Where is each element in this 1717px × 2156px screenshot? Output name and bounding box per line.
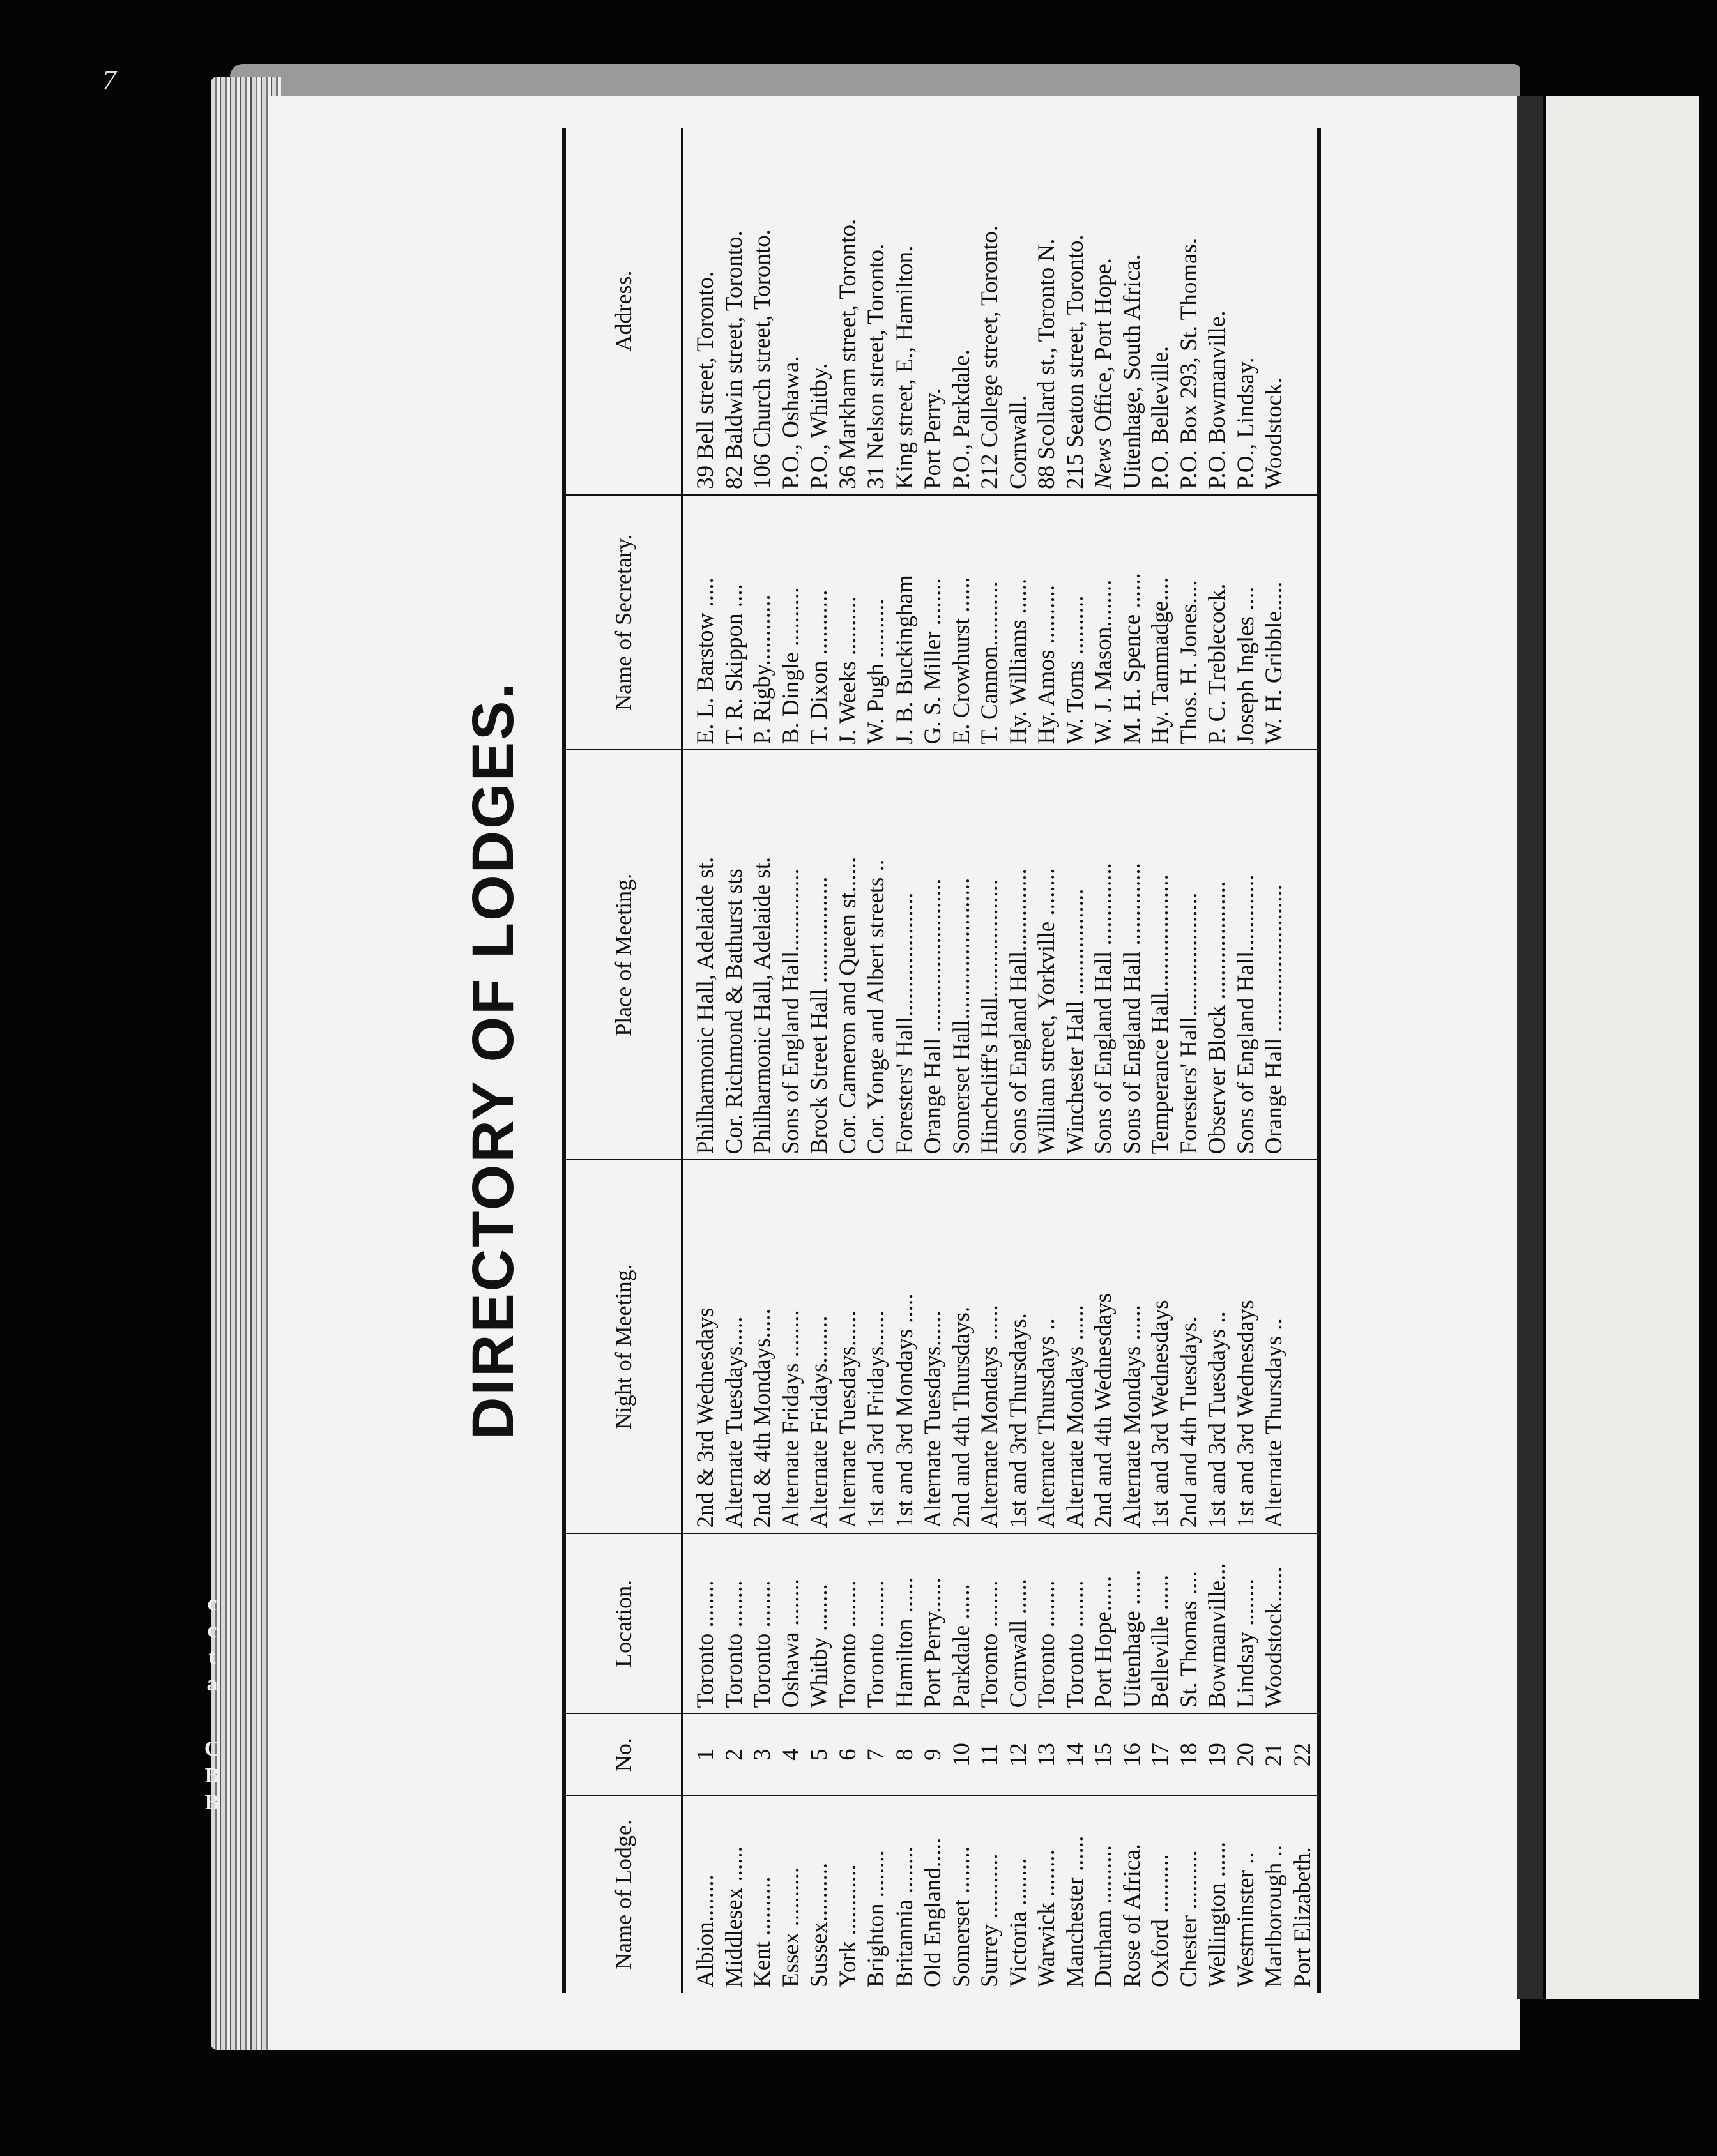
cell-night: Alternate Thursdays ..: [1033, 1160, 1062, 1533]
header-secretary: Name of Secretary.: [564, 495, 682, 750]
table-row: [919, 128, 948, 1993]
cell-night: 1st and 3rd Wednesdays: [1232, 1160, 1261, 1533]
cell-night: 2nd and 4th Wednesdays: [1090, 1160, 1118, 1533]
cell-no: 11: [976, 1713, 1005, 1796]
table-row: [1147, 128, 1175, 1993]
cell-secretary: Joseph Ingles ....: [1232, 495, 1261, 750]
cell-location: Toronto ........: [976, 1533, 1005, 1713]
cell-location: Toronto ........: [1062, 1533, 1090, 1713]
cell-secretary: E. Crowhurst ......: [948, 495, 977, 750]
cell-address: 215 Seaton street, Toronto.: [1062, 128, 1090, 495]
cell-place: Orange Hall ..........................: [919, 750, 948, 1160]
cell-night: Alternate Mondays ......: [1062, 1160, 1090, 1533]
cell-no: 15: [1090, 1713, 1118, 1796]
cell-secretary: W. H. Gribble.....: [1260, 495, 1289, 750]
edge-letter: B: [204, 1764, 220, 1788]
table-row: [1203, 128, 1232, 1993]
cell-secretary: T. R. Skippon ....: [721, 495, 749, 750]
cell-night: 2nd and 4th Tuesdays.: [1175, 1160, 1204, 1533]
cell-location: Toronto ........: [749, 1533, 777, 1713]
cell-location: Toronto ........: [721, 1533, 749, 1713]
table-row: [1033, 128, 1062, 1993]
cell-place: Sons of England Hall ..............: [1118, 750, 1147, 1160]
cell-place: Foresters' Hall.....................: [1175, 750, 1204, 1160]
cell-night: 2nd & 3rd Wednesdays: [682, 1160, 721, 1533]
cell-place: Cor. Richmond & Bathurst sts: [721, 750, 749, 1160]
table-row: [1005, 128, 1034, 1993]
header-lodge: Name of Lodge.: [564, 1796, 682, 1993]
cell-lodge: Surrey ...........: [977, 1853, 1003, 1987]
table-row: [891, 128, 920, 1993]
cell-secretary: P. C. Treblecock.: [1203, 495, 1232, 750]
cell-night: Alternate Mondays ......: [1118, 1160, 1147, 1533]
cell-location: Whitby ........: [805, 1533, 834, 1713]
cell-night: 2nd & 4th Mondays.....: [749, 1160, 777, 1533]
cell-secretary: Hy. Williams ......: [1005, 495, 1034, 750]
edge-letter: B: [204, 1791, 220, 1814]
margin-mark: 7: [102, 65, 116, 96]
cell-address: 82 Baldwin street, Toronto.: [721, 128, 749, 495]
cell-location: St. Thomas ....: [1175, 1533, 1204, 1713]
edge-letters: [199, 1590, 225, 1816]
cell-secretary: Thos. H. Jones....: [1175, 495, 1204, 750]
cell-place: Observer Block ....................: [1203, 750, 1232, 1160]
table-row: [1062, 128, 1090, 1993]
cell-lodge: Victoria ........: [1005, 1858, 1032, 1987]
cell-address: Uitenhage, South Africa.: [1118, 128, 1147, 495]
cell-no: 5: [805, 1713, 834, 1796]
edge-letter: C: [204, 1737, 220, 1761]
header-location: Location.: [564, 1533, 682, 1713]
cell-lodge: Wellington ......: [1204, 1841, 1230, 1987]
cell-no: 9: [919, 1713, 948, 1796]
cell-location: Oshawa ........: [777, 1533, 806, 1713]
table-row: [976, 128, 1005, 1993]
cell-secretary: W. Pugh ..........: [862, 495, 891, 750]
cell-location: Lindsay ........: [1232, 1533, 1261, 1713]
cell-secretary: G. S. Miller ........: [919, 495, 948, 750]
cell-place: Winchester Hall ..................: [1062, 750, 1090, 1160]
cell-location: Parkdale ......: [948, 1533, 977, 1713]
cell-no: 21: [1260, 1713, 1289, 1796]
cell-location: Belleville ......: [1147, 1533, 1175, 1713]
cell-address: Port Perry.: [919, 128, 948, 495]
cell-place: Orange Hall .........................: [1260, 750, 1289, 1160]
table-row: [1260, 128, 1289, 1993]
cell-no: 8: [891, 1713, 920, 1796]
cell-place: Sons of England Hall..............: [1005, 750, 1034, 1160]
cell-place: Sons of England Hall.............: [1232, 750, 1261, 1160]
table-row: [777, 128, 806, 1993]
facing-page-edge: [1546, 96, 1699, 1999]
cell-no: 17: [1147, 1713, 1175, 1796]
cell-night: Alternate Mondays ......: [976, 1160, 1005, 1533]
cell-place: Cor. Cameron and Queen st......: [834, 750, 863, 1160]
cell-secretary: T. Dixon ...........: [805, 495, 834, 750]
header-row: [564, 128, 682, 1993]
cell-no: 18: [1175, 1713, 1204, 1796]
cell-address: 212 College street, Toronto.: [976, 128, 1005, 495]
cell-no: 19: [1203, 1713, 1232, 1796]
cell-night: 1st and 3rd Tuesdays ..: [1203, 1160, 1232, 1533]
cell-lodge: Marlborough ..: [1261, 1845, 1287, 1987]
table-row: [1289, 128, 1320, 1993]
cell-no: 16: [1118, 1713, 1147, 1796]
cell-night: 1st and 3rd Wednesdays: [1147, 1160, 1175, 1533]
cell-address: News Office, Port Hope.: [1090, 128, 1118, 495]
cell-night: 1st and 3rd Thursdays.: [1005, 1160, 1034, 1533]
cell-location: Cornwall ......: [1005, 1533, 1034, 1713]
edge-letter: c: [207, 1618, 217, 1642]
cell-place: Foresters' Hall.....................: [891, 750, 920, 1160]
table-row: [721, 128, 749, 1993]
edge-letter: a: [206, 1672, 218, 1696]
cell-address: P.O., Parkdale.: [948, 128, 977, 495]
cell-address: P.O., Lindsay.: [1232, 128, 1261, 495]
cell-no: 13: [1033, 1713, 1062, 1796]
cell-address: 39 Bell street, Toronto.: [682, 128, 721, 495]
cell-location: Woodstock......: [1260, 1533, 1289, 1713]
cell-no: 20: [1232, 1713, 1261, 1796]
cell-place: Sons of England Hall..............: [777, 750, 806, 1160]
cell-place: Philharmonic Hall, Adelaide st.: [682, 750, 721, 1160]
table-row: [749, 128, 777, 1993]
cell-lodge: York ............: [834, 1864, 861, 1987]
cell-place: William street, Yorkville ........: [1033, 750, 1062, 1160]
cell-night: Alternate Tuesdays.....: [721, 1160, 749, 1533]
cell-no: 22: [1289, 1713, 1320, 1796]
cell-no: 2: [721, 1713, 749, 1796]
cell-secretary: W. Toms ..........: [1062, 495, 1090, 750]
cell-place: Somerset Hall........................: [948, 750, 977, 1160]
cell-no: 1: [682, 1713, 721, 1796]
header-place: Place of Meeting.: [564, 750, 682, 1160]
cell-location: [1289, 1533, 1320, 1713]
cell-secretary: M. H. Spence ......: [1118, 495, 1147, 750]
directory-table-wrap: [562, 128, 1321, 1993]
cell-no: 4: [777, 1713, 806, 1796]
cell-location: Toronto ........: [834, 1533, 863, 1713]
cell-place: Sons of England Hall ..............: [1090, 750, 1118, 1160]
rotated-directory: [460, 128, 1380, 1993]
cell-no: 12: [1005, 1713, 1034, 1796]
cell-night: 2nd and 4th Thursdays.: [948, 1160, 977, 1533]
cell-place: Cor. Yonge and Albert streets ..: [862, 750, 891, 1160]
cell-night: Alternate Thursdays ..: [1260, 1160, 1289, 1533]
table-row: [948, 128, 977, 1993]
cell-secretary: W. J. Mason........: [1090, 495, 1118, 750]
cell-lodge: Durham ..........: [1090, 1845, 1117, 1987]
table-body: [682, 128, 1320, 1993]
cell-address: Woodstock.: [1260, 128, 1289, 495]
cell-address: 88 Scollard st., Toronto N.: [1033, 128, 1062, 495]
cell-secretary: Hy. Amos ..........: [1033, 495, 1062, 750]
cell-address: P.O., Oshawa.: [777, 128, 806, 495]
cell-lodge: Kent ..........: [749, 1876, 775, 1987]
cell-lodge: Britannia ........: [891, 1846, 918, 1987]
table-row: [1090, 128, 1118, 1993]
cell-address: P.O. Belleville.: [1147, 128, 1175, 495]
cell-lodge: Oxford ..........: [1147, 1854, 1173, 1987]
cell-night: 1st and 3rd Mondays .....: [891, 1160, 920, 1533]
table-row: [1232, 128, 1261, 1993]
header-address: Address.: [564, 128, 682, 495]
header-night: Night of Meeting.: [564, 1160, 682, 1533]
cell-secretary: [1289, 495, 1320, 750]
cell-night: Alternate Tuesdays......: [919, 1160, 948, 1533]
cell-night: Alternate Tuesdays......: [834, 1160, 863, 1533]
table-row: [1118, 128, 1147, 1993]
cell-lodge: Somerset ........: [948, 1846, 975, 1987]
cell-secretary: E. L. Barstow .....: [682, 495, 721, 750]
cell-lodge: Manchester ......: [1062, 1835, 1088, 1987]
cell-lodge: Rose of Africa.: [1118, 1843, 1145, 1987]
cell-place: Brock Street Hall ..................: [805, 750, 834, 1160]
cell-no: 3: [749, 1713, 777, 1796]
cell-night: Alternate Fridays........: [805, 1160, 834, 1533]
cell-lodge: Chester ..........: [1175, 1850, 1202, 1987]
cell-lodge: Warwick ........: [1034, 1849, 1060, 1987]
cell-night: Alternate Fridays ........: [777, 1160, 806, 1533]
cell-secretary: J. B. Buckingham: [891, 495, 920, 750]
cell-no: 6: [834, 1713, 863, 1796]
table-row: [805, 128, 834, 1993]
cell-lodge: Westminster ..: [1232, 1852, 1259, 1987]
cell-location: Toronto ........: [1033, 1533, 1062, 1713]
table-row: [682, 128, 721, 1993]
cell-place: Temperance Hall....................: [1147, 750, 1175, 1160]
cell-location: Port Hope......: [1090, 1533, 1118, 1713]
header-no: No.: [564, 1713, 682, 1796]
cell-address: P.O., Whitby.: [805, 128, 834, 495]
edge-letter: t: [208, 1645, 216, 1669]
cell-secretary: T. Cannon...........: [976, 495, 1005, 750]
cell-location: Toronto ........: [682, 1533, 721, 1713]
cell-lodge: Middlesex ......: [721, 1846, 747, 1987]
cell-location: Port Perry......: [919, 1533, 948, 1713]
cell-address: P.O. Bowmanville.: [1203, 128, 1232, 495]
cell-lodge: Essex ..........: [777, 1867, 804, 1987]
cell-lodge: Port Elizabeth.: [1289, 1847, 1316, 1987]
cell-secretary: J. Weeks ..........: [834, 495, 863, 750]
cell-address: 31 Nelson street, Toronto.: [862, 128, 891, 495]
cell-place: Hinchcliff's Hall....................: [976, 750, 1005, 1160]
cell-no: 14: [1062, 1713, 1090, 1796]
cell-lodge: Sussex..........: [806, 1862, 832, 1987]
cell-lodge: Albion........: [692, 1874, 719, 1987]
cell-location: Uitenhage ......: [1118, 1533, 1147, 1713]
cell-no: 10: [948, 1713, 977, 1796]
cell-place: [1289, 750, 1320, 1160]
page-title: DIRECTORY OF LODGES.: [461, 681, 526, 1439]
cell-location: Hamilton ......: [891, 1533, 920, 1713]
cell-lodge: Old England.....: [920, 1837, 946, 1987]
table-row: [1175, 128, 1204, 1993]
cell-location: Bowmanville...: [1203, 1533, 1232, 1713]
table-row: [862, 128, 891, 1993]
cell-night: [1289, 1160, 1320, 1533]
cell-lodge: Brighton ........: [863, 1850, 889, 1987]
cell-address: P.O. Box 293, St. Thomas.: [1175, 128, 1204, 495]
cell-no: 7: [862, 1713, 891, 1796]
cell-secretary: Hy. Tammadge....: [1147, 495, 1175, 750]
directory-table: [562, 128, 1321, 1993]
table-row: [834, 128, 863, 1993]
cell-address: 36 Markham street, Toronto.: [834, 128, 863, 495]
edge-letter: c: [207, 1591, 217, 1615]
cell-place: Philharmonic Hall, Adelaide st.: [749, 750, 777, 1160]
cell-address: King street, E., Hamilton.: [891, 128, 920, 495]
cell-secretary: B. Dingle ..........: [777, 495, 806, 750]
cell-secretary: P. Rigby............: [749, 495, 777, 750]
cell-address: [1289, 128, 1320, 495]
cell-address: 106 Church street, Toronto.: [749, 128, 777, 495]
cell-address: Cornwall.: [1005, 128, 1034, 495]
page-gutter: [1517, 96, 1543, 1999]
cell-night: 1st and 3rd Fridays......: [862, 1160, 891, 1533]
cell-location: Toronto ........: [862, 1533, 891, 1713]
